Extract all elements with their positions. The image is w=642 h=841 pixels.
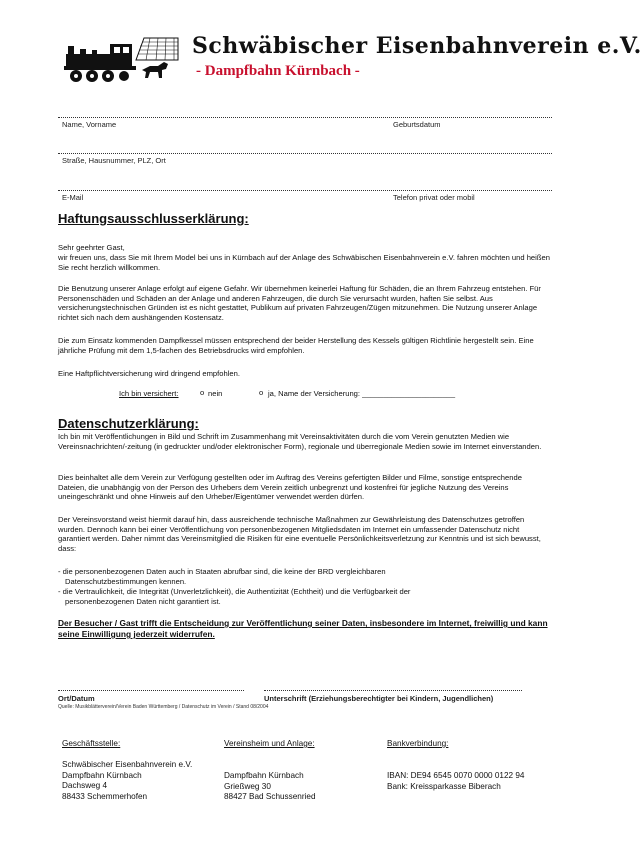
intro-paragraph: wir freuen uns, dass Sie mit Ihrem Model bei uns in Kürnbach auf der Anlage des Schwäbischen Eisenbahnverein e.V. fahren möchten und heißen Sie recht herzlich willkommen.	[58, 253, 550, 272]
name-label: Name, Vorname	[62, 120, 117, 129]
place-date-line[interactable]	[58, 690, 244, 691]
bank-label: Bankverbindung:	[387, 739, 449, 748]
bank-details: IBAN: DE94 6545 0070 0000 0122 94 Bank: Kreissparkasse Biberach	[387, 771, 525, 791]
office-label: Geschäftsstelle:	[62, 739, 121, 748]
privacy-heading: Datenschutzerklärung:	[58, 416, 199, 431]
subtitle: - Dampfbahn Kürnbach -	[196, 63, 360, 79]
greeting: Sehr geehrter Gast,	[58, 243, 125, 252]
insurance-recommendation: Eine Haftpflichtversicherung wird dringend empfohlen.	[58, 369, 240, 378]
street-label: Straße, Hausnummer, PLZ, Ort	[62, 156, 166, 165]
option-no-radio[interactable]: o	[200, 388, 205, 397]
bullet-2: - die Vertraulichkeit, die Integrität (Unverletzlichkeit), die Authentizität (Echtheit) und die Verfügbarkeit der	[58, 587, 411, 596]
email-line[interactable]	[58, 190, 552, 191]
locomotive-logo	[66, 36, 178, 86]
source-note: Quelle: Musikblätterverein/Verein Baden Württemberg / Datenschutz im Verein / Stand 08/2004	[58, 704, 269, 710]
street-line[interactable]	[58, 153, 552, 154]
liability-heading: Haftungsausschlusserklärung:	[58, 211, 249, 226]
signature-line[interactable]	[264, 690, 522, 691]
office-address: Schwäbischer Eisenbahnverein e.V. Dampfbahn Kürnbach Dachsweg 4 88433 Schemmerhofen	[62, 760, 193, 801]
consent-notice: Der Besucher / Gast trifft die Entscheidung zur Veröffentlichung seiner Daten, insbesondere im Internet, freiwillig und kann seine Einwilligung jederzeit widerrufen.	[58, 618, 548, 639]
insured-label: Ich bin versichert:	[119, 389, 179, 398]
club-address: Dampfbahn Kürnbach Grießweg 30 88427 Bad Schussenried	[224, 771, 316, 801]
bullet-2-cont: personenbezogenen Daten nicht garantiert ist.	[65, 597, 221, 606]
club-label: Vereinsheim und Anlage:	[224, 739, 315, 748]
bullet-1: - die personenbezogenen Daten auch in Staaten abrufbar sind, die keine der BRD vergleichbaren	[58, 567, 386, 576]
privacy-paragraph-1: Ich bin mit Veröffentlichungen in Bild und Schrift im Zusammenhang mit Vereinsaktivitäten durch die vom Verein genutzten Medien wie Vereinsnachrichten/-zeitung (in gedruckter und/oder elektronischer Form), regionale und überregionale Medien sowie im Internet einverstanden.	[58, 432, 542, 451]
signature-label: Unterschrift (Erziehungsberechtigter bei Kindern, Jugendlichen)	[264, 694, 494, 703]
liability-paragraph: Die Benutzung unserer Anlage erfolgt auf eigene Gefahr. Wir übernehmen keinerlei Haftung für Schäden, die an Ihrem Fahrzeug entstehen. Für Personenschäden und Schäden an der Anlage und anderen Fahrzeugen, die durch Sie verursacht wurden, haften Sie selbst. Aus versicherungstechnischen Gründen ist es nicht gestattet, Publikum auf privaten Fahrzeugen/Zügen mitzunehmen. Die Nutzung unserer Anlage richtet sich nach dem aushängenden Kostensatz.	[58, 284, 541, 322]
privacy-paragraph-2: Dies beinhaltet alle dem Verein zur Verfügung gestellten oder im Auftrag des Vereins gefertigten Bilder und Filme, sonstige entsprechende Dateien, die unabhängig von der Person des Urhebers dem Verein zeitlich unbegrenzt und kostenfrei für jegliche Nutzung des Vereins uneingeschränkt und ohne Hinweis auf den Urheber/Eigentümer verwendet werden dürfen.	[58, 473, 522, 502]
birthdate-label: Geburtsdatum	[393, 120, 441, 129]
club-name: Schwäbischer Eisenbahnverein e.V.	[192, 33, 642, 59]
phone-label: Telefon privat oder mobil	[393, 193, 475, 202]
option-yes-radio[interactable]: o	[259, 388, 264, 397]
option-no-label: nein	[208, 389, 223, 398]
option-yes-label: ja, Name der Versicherung: ______________________	[268, 389, 456, 398]
email-label: E-Mail	[62, 193, 84, 202]
privacy-paragraph-3: Der Vereinsvorstand weist hiermit darauf hin, dass ausreichende technische Maßnahmen zur Gewährleistung des Datenschutzes getroffen wurden. Dennoch kann bei einer Veröffentlichung von personenbezogenen Mitgliedsdaten im Internet ein umfassender Datenschutz nicht garantiert werden. Daher nimmt das Vereinsmitglied die Risiken für eine eventuelle Persönlichkeitsverletzung zur Kenntnis und ist sich bewusst, dass:	[58, 515, 541, 553]
bullet-1-cont: Datenschutzbestimmungen kennen.	[65, 577, 187, 586]
place-date-label: Ort/Datum	[58, 694, 95, 703]
boiler-paragraph: Die zum Einsatz kommenden Dampfkessel müssen entsprechend der beider Herstellung des Kessels gültigen Richtlinie hergestellt sein. Eine jährliche Prüfung mit dem 1,5-fachen des Betriebsdrucks wird empfohlen.	[58, 336, 534, 355]
name-line[interactable]	[58, 117, 552, 118]
